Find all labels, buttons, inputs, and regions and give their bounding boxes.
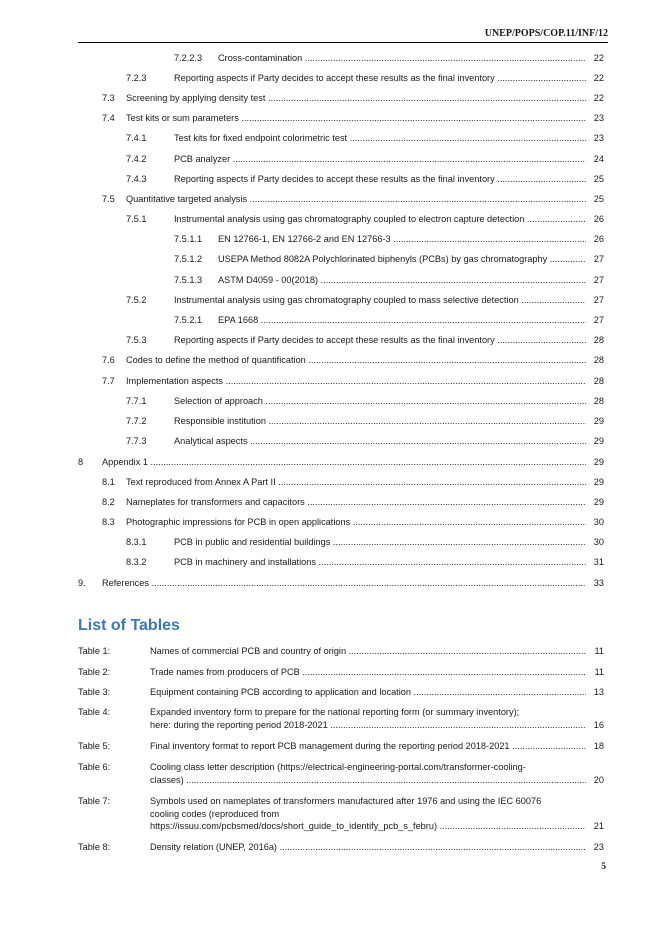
- table-list-page: 11: [586, 666, 604, 679]
- toc-entry-number: 8.1: [102, 477, 115, 487]
- toc-entry-title: ASTM D4059 - 00(2018) .....: [218, 273, 586, 287]
- toc-entry-page: 29: [586, 455, 604, 469]
- toc-entry-page: 28: [586, 353, 604, 367]
- table-list-label: Table 2:: [78, 667, 111, 677]
- document-id-header: UNEP/POPS/COP.11/INF/12: [484, 28, 608, 39]
- toc-entry-title: USEPA Method 8082A Polychlorinated biphenyls (PCBs) by gas chromatography .....: [218, 252, 586, 266]
- toc-entry-title: Codes to define the method of quantification .....: [126, 353, 586, 367]
- toc-entry-page: 30: [586, 535, 604, 549]
- table-list-page: 23: [586, 841, 604, 854]
- toc-entry[interactable]: [78, 535, 604, 549]
- toc-entry-page: 28: [586, 394, 604, 408]
- toc-entry-number: 7.5.1: [126, 214, 147, 224]
- toc-entry-title: Cross-contamination .....: [218, 51, 586, 65]
- toc-entry-page: 28: [586, 333, 604, 347]
- toc-entry[interactable]: [78, 192, 604, 206]
- toc-entry[interactable]: [78, 71, 604, 85]
- toc-entry-title: Implementation aspects .....: [126, 374, 586, 388]
- toc-entry-number: 7.5: [102, 194, 115, 204]
- toc-entry-number: 7.5.1.3: [174, 275, 203, 285]
- table-list-label: Table 6:: [78, 762, 111, 772]
- toc-entry-title: Quantitative targeted analysis .....: [126, 192, 586, 206]
- toc-entry[interactable]: [78, 313, 604, 327]
- toc-entry-page: 25: [586, 172, 604, 186]
- table-list-label: Table 1:: [78, 646, 111, 656]
- toc-entry-page: 30: [586, 515, 604, 529]
- header-rule: [78, 42, 608, 43]
- toc-entry-title: Reporting aspects if Party decides to accept these results as the final inventory .....: [174, 333, 586, 347]
- toc-entry-page: 25: [586, 192, 604, 206]
- toc-entry-title: EPA 1668 .....: [218, 313, 586, 327]
- table-list-title: Trade names from producers of PCB .....: [150, 667, 604, 677]
- toc-entry[interactable]: [78, 172, 604, 186]
- toc-entry-number: 7.2.2.3: [174, 53, 203, 63]
- toc-entry[interactable]: [78, 111, 604, 125]
- toc-entry-page: 29: [586, 475, 604, 489]
- toc-entry-number: 8.3: [102, 517, 115, 527]
- toc-entry-title: Responsible institution .....: [174, 414, 586, 428]
- toc-entry-title: Test kits or sum parameters .....: [126, 111, 586, 125]
- toc-entry-title: Appendix 1 .....: [102, 455, 586, 469]
- toc-entry-title: Selection of approach .....: [174, 394, 586, 408]
- toc-entry-title: EN 12766-1, EN 12766-2 and EN 12766-3 .....: [218, 232, 586, 246]
- table-list-title: Final inventory format to report PCB management during the reporting period 2018-2021 .....: [150, 741, 604, 751]
- toc-entry-page: 29: [586, 434, 604, 448]
- toc-entry-title: Test kits for fixed endpoint colorimetric test .....: [174, 131, 586, 145]
- toc-entry-page: 26: [586, 232, 604, 246]
- toc-entry-title: Photographic impressions for PCB in open applications .....: [126, 515, 586, 529]
- toc-entry-number: 8.3.1: [126, 537, 147, 547]
- list-of-tables-heading: List of Tables: [78, 617, 180, 634]
- toc-entry-page: 23: [586, 111, 604, 125]
- toc-entry-page: 27: [586, 273, 604, 287]
- toc-entry-title: Screening by applying density test .....: [126, 91, 586, 105]
- table-list-page: 21: [586, 820, 604, 833]
- toc-entry-title: Instrumental analysis using gas chromatography coupled to electron capture detection .....: [174, 212, 586, 226]
- toc-entry-number: 9.: [78, 578, 86, 588]
- toc-entry-page: 22: [586, 71, 604, 85]
- toc-entry-title: PCB analyzer .....: [174, 152, 586, 166]
- toc-entry-title: PCB in machinery and installations .....: [174, 555, 586, 569]
- toc-entry-number: 7.2.3: [126, 73, 147, 83]
- toc-entry-page: 27: [586, 293, 604, 307]
- toc-entry-title: Nameplates for transformers and capacitors .....: [126, 495, 586, 509]
- toc-entry[interactable]: [78, 394, 604, 408]
- toc-entry-number: 7.4.3: [126, 174, 147, 184]
- table-list-title: Cooling class letter description (https://electrical-engineering-portal.com/transformer-cooling-: [150, 762, 526, 772]
- table-list-title: Symbols used on nameplates of transformers manufactured after 1976 and using the IEC 60076: [150, 796, 542, 806]
- table-list-page: 20: [586, 774, 604, 787]
- toc-entry-page: 29: [586, 495, 604, 509]
- toc-entry-title: Reporting aspects if Party decides to accept these results as the final inventory .....: [174, 71, 586, 85]
- page-number: 5: [601, 862, 606, 872]
- toc-entry[interactable]: [78, 555, 604, 569]
- table-list-label: Table 5:: [78, 741, 111, 751]
- table-list-label: Table 7:: [78, 796, 111, 806]
- table-list-page: 13: [586, 686, 604, 699]
- table-list-label: Table 4:: [78, 707, 111, 717]
- toc-entry-page: 27: [586, 252, 604, 266]
- toc-entry-page: 28: [586, 374, 604, 388]
- toc-entry-page: 24: [586, 152, 604, 166]
- toc-entry-title: PCB in public and residential buildings .....: [174, 535, 586, 549]
- toc-entry-number: 7.6: [102, 355, 115, 365]
- toc-entry-number: 7.7.3: [126, 436, 147, 446]
- toc-entry-title: Text reproduced from Annex A Part II .....: [126, 475, 586, 489]
- toc-entry[interactable]: [78, 576, 604, 590]
- toc-entry[interactable]: [78, 434, 604, 448]
- toc-entry-number: 7.5.1.2: [174, 254, 203, 264]
- toc-entry[interactable]: [78, 131, 604, 145]
- toc-entry-number: 7.5.1.1: [174, 234, 203, 244]
- toc-entry-page: 31: [586, 555, 604, 569]
- table-list-title: cooling codes (reproduced from: [150, 808, 280, 819]
- toc-entry-number: 7.7.2: [126, 416, 147, 426]
- toc-entry[interactable]: [78, 51, 604, 65]
- toc-entry[interactable]: [78, 252, 604, 266]
- toc-entry-page: 29: [586, 414, 604, 428]
- table-list-page: 18: [586, 740, 604, 753]
- toc-entry-number: 8.2: [102, 497, 115, 507]
- toc-entry-title: Analytical aspects .....: [174, 434, 586, 448]
- toc-entry[interactable]: [78, 455, 604, 469]
- toc-entry[interactable]: [78, 515, 604, 529]
- table-list-title: Names of commercial PCB and country of origin .....: [150, 646, 604, 656]
- table-list-title: https://issuu.com/pcbsmed/docs/short_guide_to_identify_pcb_s_febru) .....: [150, 821, 604, 831]
- toc-entry[interactable]: [78, 273, 604, 287]
- toc-entry-page: 23: [586, 131, 604, 145]
- toc-entry[interactable]: [78, 232, 604, 246]
- toc-entry-title: Instrumental analysis using gas chromatography coupled to mass selective detection .....: [174, 293, 586, 307]
- table-list-title: Density relation (UNEP, 2016a) .....: [150, 842, 604, 852]
- toc-entry-number: 7.5.2: [126, 295, 147, 305]
- toc-entry-number: 7.4.1: [126, 133, 147, 143]
- toc-entry-page: 33: [586, 576, 604, 590]
- toc-entry-page: 22: [586, 51, 604, 65]
- table-list-page: 16: [586, 719, 604, 732]
- toc-entry[interactable]: [78, 293, 604, 307]
- table-list-label: Table 3:: [78, 687, 111, 697]
- table-list-title: classes) .....: [150, 775, 604, 785]
- toc-entry[interactable]: [78, 152, 604, 166]
- table-list-title: here: during the reporting period 2018-2021 .....: [150, 720, 604, 730]
- toc-entry-number: 7.3: [102, 93, 115, 103]
- toc-entry-number: 8.3.2: [126, 557, 147, 567]
- toc-entry-page: 26: [586, 212, 604, 226]
- toc-entry-number: 7.4.2: [126, 154, 147, 164]
- toc-entry-page: 27: [586, 313, 604, 327]
- toc-entry-number: 8: [78, 457, 84, 467]
- table-list-page: 11: [586, 645, 604, 658]
- toc-entry-number: 7.7.1: [126, 396, 147, 406]
- toc-entry[interactable]: [78, 414, 604, 428]
- toc-entry-number: 7.5.3: [126, 335, 147, 345]
- toc-entry[interactable]: [78, 212, 604, 226]
- toc-entry-title: Reporting aspects if Party decides to accept these results as the final inventory .....: [174, 172, 586, 186]
- toc-entry-title: References .....: [102, 576, 586, 590]
- toc-entry-number: 7.4: [102, 113, 115, 123]
- table-list-title: Equipment containing PCB according to application and location .....: [150, 687, 604, 697]
- toc-entry[interactable]: [78, 353, 604, 367]
- toc-entry[interactable]: [78, 475, 604, 489]
- toc-entry[interactable]: [78, 374, 604, 388]
- table-list-label: Table 8:: [78, 842, 111, 852]
- toc-entry[interactable]: [78, 333, 604, 347]
- toc-entry[interactable]: [78, 91, 604, 105]
- toc-entry-number: 7.7: [102, 376, 115, 386]
- table-list-title: Expanded inventory form to prepare for the national reporting form (or summary inventory);: [150, 707, 520, 717]
- toc-entry-page: 22: [586, 91, 604, 105]
- toc-entry-number: 7.5.2.1: [174, 315, 203, 325]
- toc-entry[interactable]: [78, 495, 604, 509]
